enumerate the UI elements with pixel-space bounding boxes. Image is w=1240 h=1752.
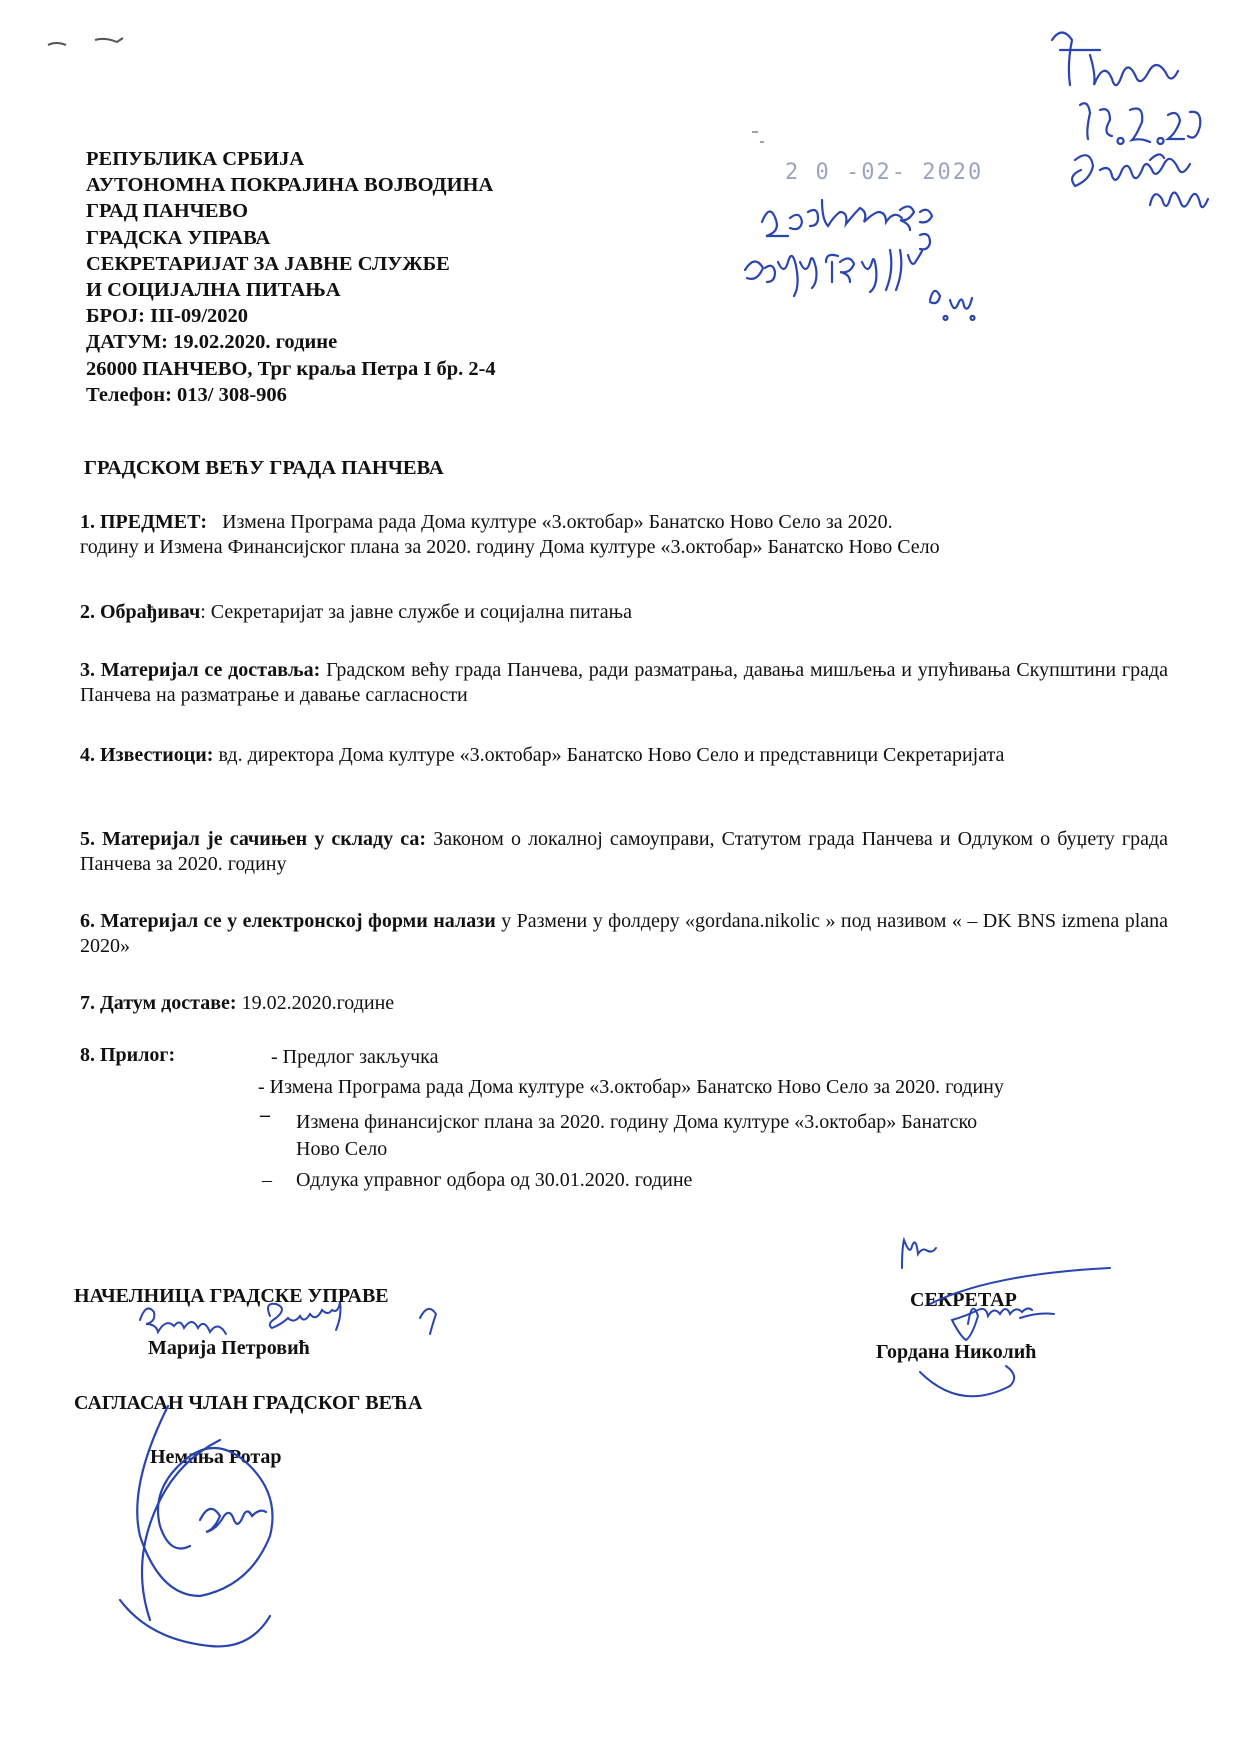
item-delivered [80,658,1168,708]
attachment-item: Измена финансијског плана за 2020. годину Дома културе «3.октобар» Банатско [296,1111,978,1133]
delivered-handwriting [745,200,974,320]
received-stamp-date: 2 0 -02- 2020 [785,160,984,185]
member-signature [120,1406,273,1646]
header-administration: ГРАДСКА УПРАВА [86,226,271,249]
head-name: Марија Петровић [148,1337,310,1359]
item-reporters [80,743,1168,768]
item-processor-text: : Секретаријат за јавне службе и социјална питања [200,601,633,623]
item-delivered-label: 3. Материјал се доставља: [80,659,321,681]
item-electronic-text: у Размени у фолдеру «gordana.nikolic » под називом « – DK BNS izmena plana 2020» [80,910,1169,957]
item-delivered-text: Градском већу града Панчева, ради разматрања, давања мишљења и упућивања Скупштини града Панчева на разматрање и давање сагласности [80,659,1168,706]
header-secretariat: СЕКРЕТАРИЈАТ ЗА ЈАВНЕ СЛУЖБЕ [86,252,450,275]
item-electronic [80,909,1168,959]
item-delivery-date-text: 19.02.2020.године [241,992,395,1014]
header-address: 26000 ПАНЧЕВО, Трг краља Петра I бр. 2-4 [86,357,496,380]
item-processor [80,600,1168,625]
header-country: РЕПУБЛИКА СРБИЈА [86,148,305,170]
item-subject-line1: Измена Програма рада Дома културе «3.октобар» Банатско Ново Село за 2020. [222,511,893,533]
attachment-item: - Предлог закључка [271,1046,439,1068]
header-date: ДАТУМ: 19.02.2020. године [86,331,338,354]
item-processor-label: 2. Обрађивач [80,601,201,623]
stamp-mark [752,132,764,142]
secretary-title: СЕКРЕТАР [910,1289,1017,1311]
item-reporters-label: 4. Известиоци: [80,744,214,766]
attachment-dash: – [262,1169,272,1191]
addressee: ГРАДСКОМ ВЕЋУ ГРАДА ПАНЧЕВА [84,457,444,479]
head-title: НАЧЕЛНИЦА ГРАДСКЕ УПРАВЕ [74,1285,389,1307]
attachment-item-cont: Ново Село [296,1138,388,1160]
attachment-item: - Измена Програма рада Дома културе «3.октобар» Банатско Ново Село за 2020. годину [258,1076,1004,1098]
item-compliance-text: Законом о локалној самоуправи, Статутом града Панчева и Одлуком о буџету града Панчева за 2020. годину [80,828,1169,875]
receipt-handwriting [1052,33,1208,208]
item-compliance [80,827,1168,877]
item-delivery-date [80,991,1168,1016]
member-title: САГЛАСАН ЧЛАН ГРАДСКОГ ВЕЋА [74,1392,423,1414]
secretary-name: Гордана Николић [876,1341,1037,1363]
item-reporters-text: вд. директора Дома културе «3.октобар» Банатско Ново Село и представници Секретаријата [218,744,1005,766]
item-electronic-label: 6. Материјал се у електронској форми налази [80,910,496,932]
scan-mark [48,38,123,45]
document-header [86,146,496,408]
header-secretariat-cont: И СОЦИЈАЛНА ПИТАЊА [86,279,341,302]
attachment-dash: – [260,1104,270,1126]
item-subject-label: 1. ПРЕДМЕТ: [80,511,208,533]
attachment-item: Одлука управног одбора од 30.01.2020. године [296,1169,693,1191]
item-subject-line2: годину и Измена Финансијског плана за 2020. годину Дома културе «3.октобар» Банатско Ново Село [80,536,940,558]
header-phone: Телефон: 013/ 308-906 [86,383,287,406]
item-subject [80,510,1168,560]
header-city: ГРАД ПАНЧЕВО [86,200,249,223]
item-compliance-label: 5. Материјал је сачињен у складу са: [80,828,427,850]
header-province: АУТОНОМНА ПОКРАЈИНА ВОЈВОДИНА [86,174,494,197]
header-number: БРОЈ: III-09/2020 [86,305,249,328]
item-delivery-date-label: 7. Датум доставе: [80,992,237,1014]
secretary-signature [902,1240,1110,1396]
member-name: Немања Ротар [150,1446,282,1468]
attachments-label: 8. Прилог: [80,1044,176,1066]
